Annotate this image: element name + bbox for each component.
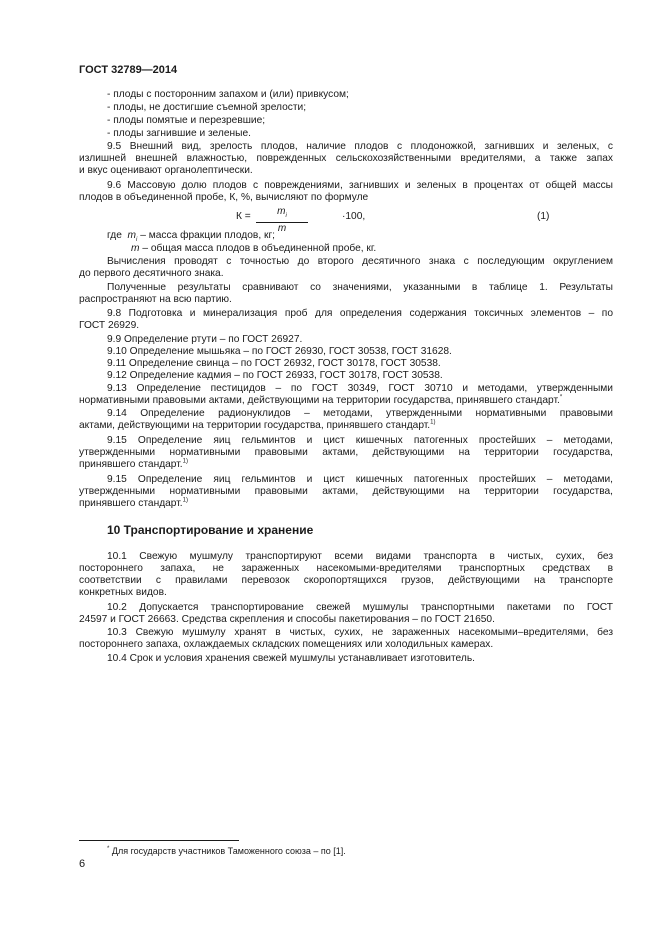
where-line: где $m_i$ – масса фракции плодов, кг; bbox=[107, 230, 275, 244]
footnote: * Для государств участников Таможенного союза – по [1]. bbox=[107, 846, 346, 856]
formula-denominator: m bbox=[277, 223, 287, 234]
formula-lhs: К = bbox=[236, 211, 251, 222]
paragraph-results-line: распространяют на всю партию. bbox=[79, 294, 232, 305]
paragraph-9-5-line: излишней внешней влажностью, поврежденных сельскохозяйственными вредителями, а также запах bbox=[79, 153, 613, 164]
paragraph-9-15-line: утвержденными нормативными правовыми актами, действующими на территории государства, bbox=[79, 486, 613, 497]
paragraph-9-15-line: принявшего стандарт.$^{1)}$ bbox=[79, 497, 188, 509]
paragraph-results-line: Полученные результаты сравнивают со значениями, указанными в таблице 1. Результаты bbox=[107, 282, 613, 293]
paragraph-9-15-line: утвержденными нормативными правовыми актами, действующими на территории государства, bbox=[79, 447, 613, 458]
paragraph-9-6-line: плодов в объединенной пробе, К, %, вычисляют по формуле bbox=[79, 192, 369, 203]
paragraph-10-1-line: соответствии с правилами перевозок скоропортящихся грузов, действующими на транспорте bbox=[79, 575, 613, 586]
document-header: ГОСТ 32789—2014 bbox=[79, 64, 178, 76]
formula-numerator: $m_i$ bbox=[277, 206, 287, 219]
paragraph-9-5-line: 9.5 Внешний вид, зрелость плодов, наличие плодов с плодоножкой, загнивших и зеленых, с bbox=[107, 141, 613, 152]
list-item: - плоды загнившие и зеленые. bbox=[107, 128, 251, 139]
list-item: - плоды помятые и перезревшие; bbox=[107, 115, 266, 126]
formula-multiplier: ·100, bbox=[342, 211, 366, 222]
paragraph-10-3-line: постороннего запаха, охлаждаемых складских помещениях или холодильных камерах. bbox=[79, 639, 494, 650]
paragraph-9-9: 9.9 Определение ртути – по ГОСТ 26927. bbox=[107, 334, 303, 345]
paragraph-9-10: 9.10 Определение мышьяка – по ГОСТ 26930, ГОСТ 30538, ГОСТ 31628. bbox=[107, 346, 452, 357]
list-item: - плоды с посторонним запахом и (или) привкусом; bbox=[107, 89, 349, 100]
paragraph-10-2-line: 10.2 Допускается транспортирование свежей мушмулы транспортными пакетами по ГОСТ bbox=[107, 602, 613, 613]
list-item: - плоды, не достигшие съемной зрелости; bbox=[107, 102, 307, 113]
paragraph-9-6-line: 9.6 Массовую долю плодов с повреждениями, загнивших и зеленых в процентах от общей массы bbox=[107, 180, 613, 191]
paragraph-calc-line: до первого десятичного знака. bbox=[79, 268, 224, 279]
paragraph-9-14-line: 9.14 Определение радионуклидов – методами, утвержденными нормативными правовыми bbox=[107, 408, 613, 419]
paragraph-10-1-line: постороннего запаха, не зараженных насекомыми-вредителями транспортных средствах в bbox=[79, 563, 613, 574]
paragraph-calc-line: Вычисления проводят с точностью до второго десятичного знака с последующим округлением bbox=[107, 256, 613, 267]
footnote-separator bbox=[79, 840, 239, 841]
page-number: 6 bbox=[79, 858, 86, 870]
paragraph-10-2-line: 24597 и ГОСТ 26663. Средства скрепления и способы пакетирования – по ГОСТ 21650. bbox=[79, 614, 495, 625]
paragraph-10-1-line: конкретных видов. bbox=[79, 587, 167, 598]
paragraph-10-1-line: 10.1 Свежую мушмулу транспортируют всеми видами транспорта в чистых, сухих, без bbox=[107, 551, 613, 562]
paragraph-9-15-line: 9.15 Определение яиц гельминтов и цист кишечных патогенных простейших – методами, bbox=[107, 474, 613, 485]
paragraph-9-15-line: 9.15 Определение яиц гельминтов и цист кишечных патогенных простейших – методами, bbox=[107, 435, 613, 446]
paragraph-9-14-line: актами, действующими на территории государства, принявшего стандарт.$^{1)}$ bbox=[79, 419, 436, 431]
where-line: m – общая масса плодов в объединенной пробе, кг. bbox=[131, 243, 377, 254]
paragraph-9-13-line: нормативными правовыми актами, действующими на территории государства, принявшего стандарт.* bbox=[79, 394, 563, 406]
paragraph-10-4: 10.4 Срок и условия хранения свежей мушмулы устанавливает изготовитель. bbox=[107, 653, 475, 664]
formula-number: (1) bbox=[537, 211, 550, 222]
paragraph-9-5-line: и вкус оценивают органолептически. bbox=[79, 165, 253, 176]
paragraph-9-13-line: 9.13 Определение пестицидов – по ГОСТ 30349, ГОСТ 30710 и методами, утвержденными bbox=[107, 383, 613, 394]
paragraph-9-15-line: принявшего стандарт.$^{1)}$ bbox=[79, 458, 188, 470]
paragraph-9-8-line: 9.8 Подготовка и минерализация проб для определения содержания токсичных элементов – по bbox=[107, 308, 613, 319]
section-heading: 10 Транспортирование и хранение bbox=[107, 523, 314, 537]
paragraph-9-12: 9.12 Определение кадмия – по ГОСТ 26933, ГОСТ 30178, ГОСТ 30538. bbox=[107, 370, 443, 381]
paragraph-9-8-line: ГОСТ 26929. bbox=[79, 320, 140, 331]
paragraph-10-3-line: 10.3 Свежую мушмулу хранят в чистых, сухих, не зараженных насекомыми–вредителями, без bbox=[107, 627, 613, 638]
paragraph-9-11: 9.11 Определение свинца – по ГОСТ 26932, ГОСТ 30178, ГОСТ 30538. bbox=[107, 358, 441, 369]
